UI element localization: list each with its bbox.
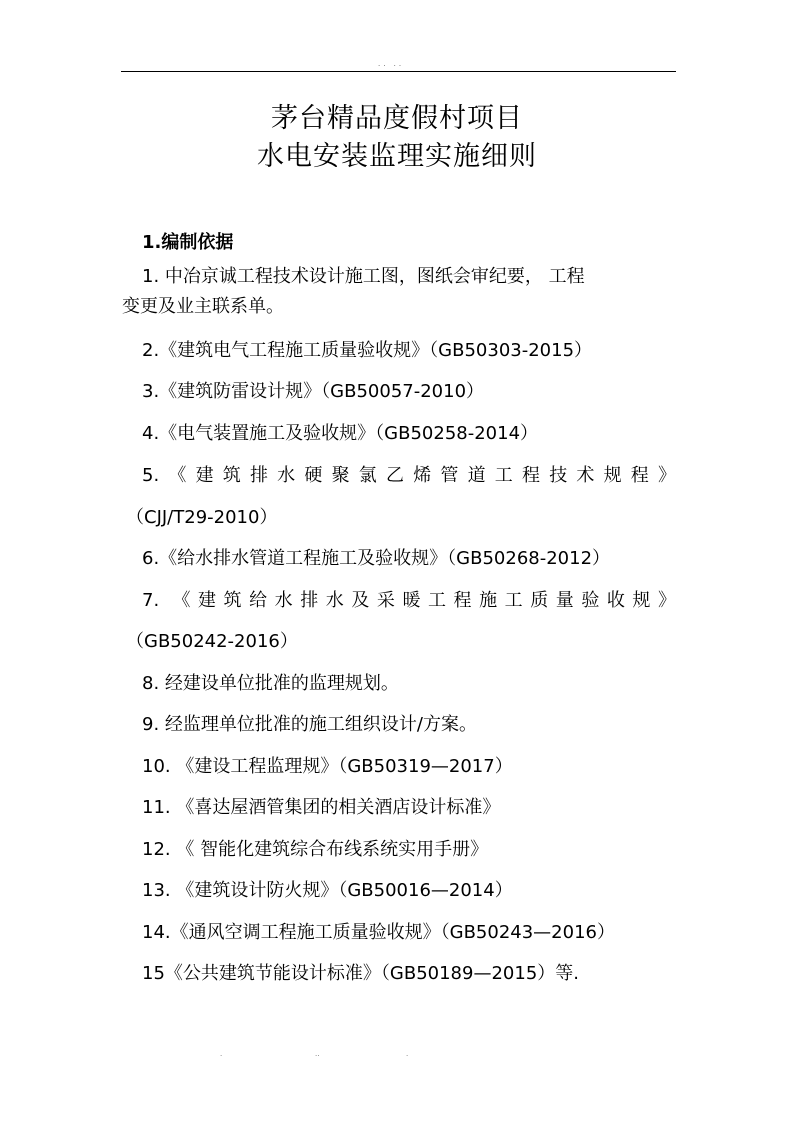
list-item-1-line-2: 变更及业主联系单。 — [122, 296, 284, 317]
section-heading: 1.编制依据 — [142, 232, 234, 253]
list-item-5-line-2: （CJJ/T29-2010） — [126, 507, 278, 528]
header-rule — [121, 71, 676, 72]
header-dots: .. .. — [378, 60, 405, 68]
list-item-9: 9. 经监理单位批准的施工组织设计/方案。 — [142, 714, 477, 735]
list-item-8: 8. 经建设单位批准的监理规划。 — [142, 673, 399, 694]
list-item-7-line-2: （GB50242-2016） — [126, 631, 298, 652]
list-item-6: 6.《给水排水管道工程施工及验收规》（GB50268-2012） — [142, 548, 611, 569]
title-block — [0, 100, 794, 176]
list-item-2: 2.《建筑电气工程施工质量验收规》（GB50303-2015） — [142, 340, 593, 361]
list-item-14: 14.《通风空调工程施工质量验收规》（GB50243—2016） — [142, 922, 615, 943]
footer-dot-3: . — [406, 1050, 409, 1058]
list-item-7-line-1: 7. 《建筑给水排水及采暖工程施工质量验收规》 — [142, 590, 676, 611]
list-item-11: 11. 《喜达屋酒管集团的相关酒店设计标准》 — [142, 797, 501, 818]
title-line-2: 水电安装监理实施细则 — [257, 141, 537, 172]
list-item-13: 13. 《建筑设计防火规》（GB50016—2014） — [142, 880, 513, 901]
footer-dot-1: . — [220, 1050, 223, 1058]
list-item-12: 12. 《 智能化建筑综合布线系统实用手册》 — [142, 839, 489, 860]
footer-dot-2: .. — [315, 1050, 320, 1058]
list-item-1-line-1: 1. 中冶京诚工程技术设计施工图，图纸会审纪要， 工程 — [142, 266, 585, 287]
list-item-5-line-1: 5.《建筑排水硬聚氯乙烯管道工程技术规程》 — [142, 465, 676, 486]
title-line-1: 茅台精品度假村项目 — [271, 103, 523, 134]
list-item-10: 10. 《建设工程监理规》（GB50319—2017） — [142, 756, 513, 777]
list-item-3: 3.《建筑防雷设计规》（GB50057-2010） — [142, 381, 485, 402]
list-item-4: 4.《电气装置施工及验收规》（GB50258-2014） — [142, 423, 539, 444]
list-item-15: 15《公共建筑节能设计标准》（GB50189—2015）等. — [142, 963, 579, 984]
footer-dots — [220, 1050, 420, 1058]
